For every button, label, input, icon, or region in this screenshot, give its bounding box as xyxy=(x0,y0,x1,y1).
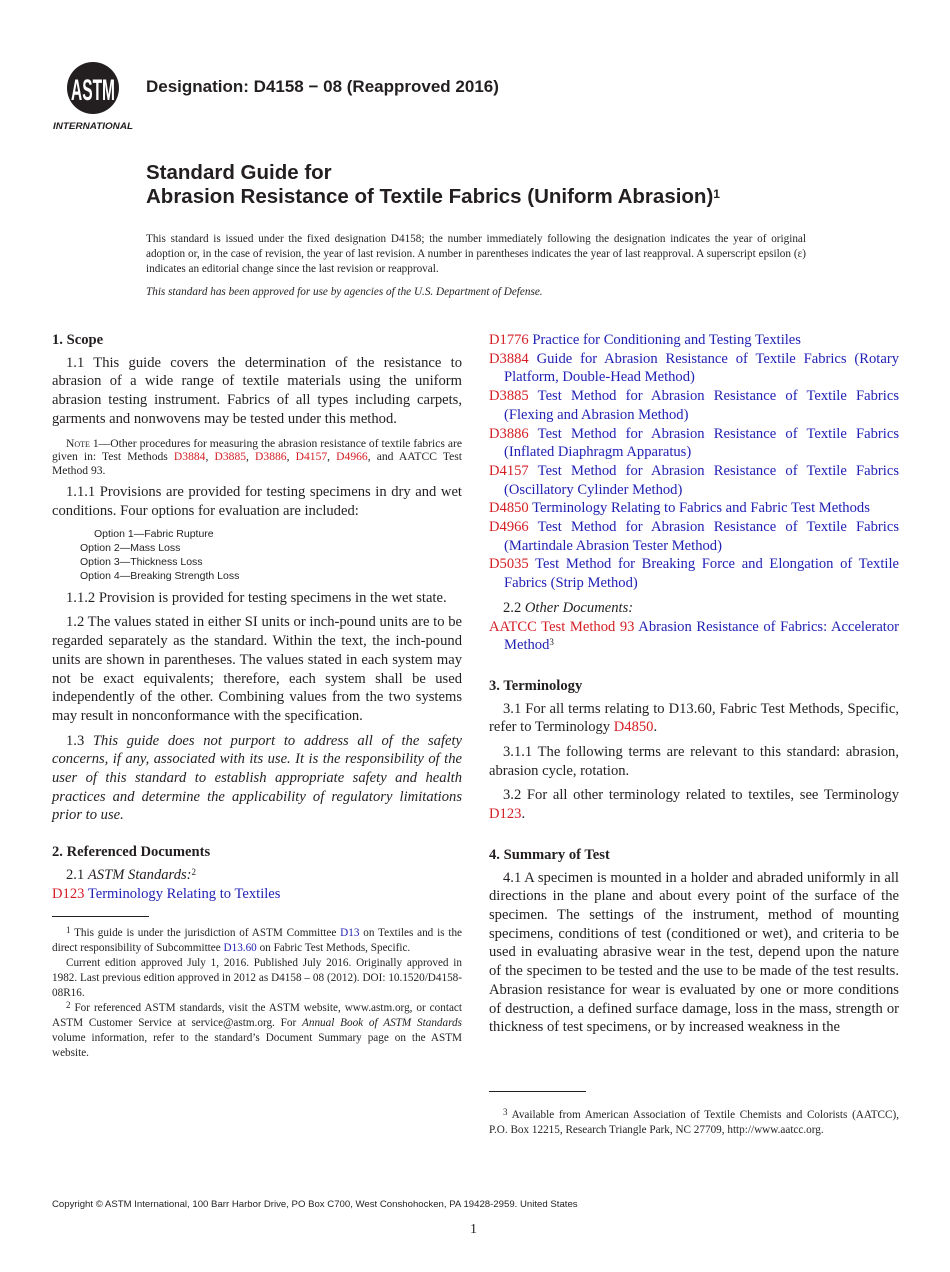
reference-link[interactable]: Test Method for Abrasion Resistance of Textile Fabrics (Oscillatory Cylinder Method) xyxy=(504,462,899,498)
text: For referenced ASTM standards, visit the ASTM website, www.astm.org, or contact ASTM Customer Service at service@astm.org. For xyxy=(52,1002,462,1030)
notice-text: This standard is issued under the fixed designation D4158; the number immediately following the designation indicates the year of original adoption or, in the case of revision, the year of last revision. A number in parentheses indicates the year of last reapproval. A superscript epsilon (ε) indicates an editorial change since the last revision or reapproval. xyxy=(146,233,806,275)
section-heading xyxy=(489,846,899,865)
reference-link[interactable]: D1776 xyxy=(489,332,529,348)
paragraph xyxy=(52,866,462,885)
issuance-notice xyxy=(146,232,806,300)
text: , xyxy=(246,450,256,464)
text: 1—Other procedures for measuring the abrasion resistance of textile fabrics are given in: Test Methods xyxy=(52,436,462,464)
text: 2. Referenced Documents xyxy=(52,844,211,861)
reference-entry xyxy=(489,331,899,350)
text: Other Documents: xyxy=(524,599,634,616)
reference-link[interactable]: D4157 xyxy=(295,450,328,464)
text: Option 2—Mass Loss xyxy=(80,541,181,554)
designation: Designation: D4158 − 08 (Reapproved 2016) xyxy=(146,77,499,96)
reference-link[interactable]: D3884 xyxy=(173,450,206,464)
reference-link[interactable]: D4157 xyxy=(489,462,529,479)
reference-link[interactable]: Terminology Relating to Fabrics and Fabric Test Methods xyxy=(528,500,870,517)
text: 1.2 The values stated in either SI units or inch-pound units are to be regarded separately as the standard. Within the text, the inch-pound units are shown in parentheses. The values stated in each system may not be exact equivalents; therefore, each system shall be used independently of the other. Combining values from the two systems may result in nonconformance with the specification. xyxy=(52,614,462,724)
paragraph xyxy=(52,613,462,725)
text: Current edition approved July 1, 2016. Published July 2016. Originally approved in 1982. Last previous edition approved in 2012 as D4158 – 08 (2012). DOI: 10.1520/D4158-08R16. xyxy=(52,957,462,1000)
title-line-1: Standard Guide for xyxy=(146,161,332,184)
footnote xyxy=(52,926,462,956)
text: , xyxy=(286,450,296,464)
text: Option 1—Fabric Rupture xyxy=(94,527,214,540)
footnote xyxy=(52,956,462,1001)
text: This guide is under the jurisdiction of ASTM Committee xyxy=(70,927,341,940)
reference-link[interactable]: AATCC Test Method 93 xyxy=(489,618,635,635)
text: 1.1 This guide covers the determination of the resistance to abrasion of a wide range of textile materials using the uniform abrasion testing instrument. Fabrics of all types including carpets, garments and nonwovens may be tested under this method. xyxy=(52,354,462,427)
paragraph xyxy=(489,599,899,618)
reference-link[interactable]: Guide for Abrasion Resistance of Textile Fabrics (Rotary Platform, Double-Head Method) xyxy=(504,350,899,386)
text: on Fabric Test Methods, Specific. xyxy=(256,942,411,955)
text: 3. Terminology xyxy=(489,677,583,694)
reference-link[interactable]: D123 xyxy=(489,806,522,823)
reference-link[interactable]: Test Method for Breaking Force and Elongation of Textile Fabrics (Strip Method) xyxy=(504,556,899,592)
text: 2.2 xyxy=(503,599,525,616)
text: 4.1 A specimen is mounted in a holder and abraded uniformly in all directions in the plane and about every point of the surface of the specimen. The settings of the instrument, method of mounting specimens, conditions of test (conditioned or wet), and criteria to be used in evaluating abrasive wear in the test, depend upon the nature of the specimen to be tested and the use to be made of the test results. Abrasion resistance for wear is evaluated by one or more conditions of destruction, a defined surface damage, loss in the mass, strength or thickness of test specimens, or by increased weakness in the xyxy=(489,869,899,1036)
text: 4. Summary of Test xyxy=(489,846,610,863)
reference-link[interactable]: D5035 xyxy=(489,556,529,573)
text: 3.1.1 The following terms are relevant to this standard: abrasion, abrasion cycle, rotation. xyxy=(489,744,899,779)
paragraph xyxy=(489,786,899,823)
note xyxy=(52,437,462,478)
paragraph xyxy=(52,483,462,520)
paragraph xyxy=(489,743,899,780)
reference-entry xyxy=(489,555,899,592)
reference-entry xyxy=(489,350,899,387)
reference-entry xyxy=(489,499,899,518)
astm-logo xyxy=(52,58,134,132)
page-number: 1 xyxy=(470,1222,477,1237)
text: 1.1.1 Provisions are provided for testing specimens in dry and wet conditions. Four options for evaluation are included: xyxy=(52,484,462,519)
text: This guide does not purport to address all of the safety concerns, if any, associated with its use. It is the responsibility of the user of this standard to establish appropriate safety and health practices and determine the applicability of regulatory limitations prior to use. xyxy=(52,732,463,824)
title-line-2: Abrasion Resistance of Textile Fabrics (Uniform Abrasion) xyxy=(146,185,714,208)
reference-entry xyxy=(489,462,899,499)
document-title xyxy=(146,161,720,209)
text: 3.1 For all terms relating to D13.60, Fabric Test Methods, Specific, refer to Terminology xyxy=(489,700,899,736)
text: , and AATCC Test Method 93. xyxy=(52,450,462,477)
reference-link[interactable]: D4966 xyxy=(336,450,368,464)
dod-approval-note: This standard has been approved for use by agencies of the U.S. Department of Defense. xyxy=(146,286,543,298)
text: 1.1.2 Provision is provided for testing specimens in the wet state. xyxy=(66,589,447,606)
reference-link[interactable]: D3886 xyxy=(489,425,529,442)
reference-link[interactable]: D3885 xyxy=(489,388,529,405)
reference-link[interactable]: Test Method for Abrasion Resistance of Textile Fabrics (Martindale Abrasion Tester Method) xyxy=(504,519,899,554)
paragraph xyxy=(52,354,462,429)
text: Annual Book of ASTM Standards xyxy=(302,1017,462,1030)
title-footnote-ref: 1 xyxy=(713,187,720,201)
reference-entry xyxy=(489,425,899,462)
options-list xyxy=(52,527,462,583)
text: Option 4—Breaking Strength Loss xyxy=(80,569,240,582)
footnote-ref: 3 xyxy=(503,1106,508,1117)
footnote xyxy=(489,1108,899,1138)
reference-link[interactable]: D13.60 xyxy=(223,942,257,955)
text: . xyxy=(521,806,526,823)
text: ASTM Standards: xyxy=(87,866,192,883)
text: on Textiles and is the direct responsibility of Subcommittee xyxy=(52,927,463,955)
text: Option 3—Thickness Loss xyxy=(80,555,203,568)
text: Note xyxy=(66,436,90,450)
text: 3.2 For all other terminology related to textiles, see Terminology xyxy=(503,787,899,804)
reference-link[interactable]: D123 xyxy=(52,885,85,902)
text: , xyxy=(205,450,215,464)
copyright: Copyright © ASTM International, 100 Barr Harbor Drive, PO Box C700, West Conshohocken, PA 19428-2959. United States xyxy=(52,1199,578,1210)
reference-link[interactable]: Test Method for Abrasion Resistance of Textile Fabrics (Flexing and Abrasion Method) xyxy=(504,388,899,423)
left-column xyxy=(52,331,462,1061)
paragraph xyxy=(489,700,899,737)
footnote-ref: 2 xyxy=(66,1000,71,1011)
svg-text:INTERNATIONAL: INTERNATIONAL xyxy=(53,121,133,131)
reference-link[interactable]: D3886 xyxy=(255,450,287,464)
paragraph xyxy=(489,869,899,1037)
reference-link[interactable]: Abrasion Resistance of Fabrics: Accelerator Method xyxy=(504,618,900,654)
reference-entry xyxy=(489,518,899,555)
section-heading xyxy=(489,677,899,696)
text: 1. Scope xyxy=(52,332,104,348)
footnote-ref: 1 xyxy=(66,925,71,936)
text: Available from American Association of Textile Chemists and Colorists (AATCC), P.O. Box 12215, Research Triangle Park, NC 27709, http://www.aatcc.org. xyxy=(489,1108,899,1136)
reference-link[interactable]: Terminology Relating to Textiles xyxy=(84,885,281,902)
paragraph xyxy=(52,732,462,826)
text: volume information, refer to the standard’s Document Summary page on the ASTM website. xyxy=(52,1032,462,1060)
right-column xyxy=(489,331,899,1138)
footnote xyxy=(52,1001,462,1061)
svg-text:ASTM: ASTM xyxy=(71,74,115,107)
footnote-separator xyxy=(489,1091,586,1092)
reference-link[interactable]: D4850 xyxy=(489,500,529,517)
section-heading xyxy=(52,331,462,350)
reference-link[interactable]: D4850 xyxy=(613,719,654,736)
reference-link[interactable]: D4966 xyxy=(489,519,529,536)
reference-link[interactable]: D3884 xyxy=(489,350,529,367)
footnote-separator xyxy=(52,916,149,917)
text: , xyxy=(327,450,337,464)
text: 2.1 xyxy=(66,866,88,883)
text: . xyxy=(653,719,658,736)
reference-link[interactable]: D3885 xyxy=(214,450,247,464)
paragraph xyxy=(52,589,462,608)
section-heading xyxy=(52,843,462,862)
reference-link[interactable]: Test Method for Abrasion Resistance of Textile Fabrics (Inflated Diaphragm Apparatus) xyxy=(504,425,899,461)
reference-link[interactable]: Practice for Conditioning and Testing Textiles xyxy=(528,332,801,348)
reference-entry xyxy=(52,885,462,904)
footnote-ref: 3 xyxy=(549,637,554,648)
text: 1.3 xyxy=(66,732,93,749)
footnote-ref: 2 xyxy=(191,866,197,877)
reference-entry xyxy=(489,618,899,655)
reference-entry xyxy=(489,387,899,424)
reference-link[interactable]: D13 xyxy=(340,927,360,940)
